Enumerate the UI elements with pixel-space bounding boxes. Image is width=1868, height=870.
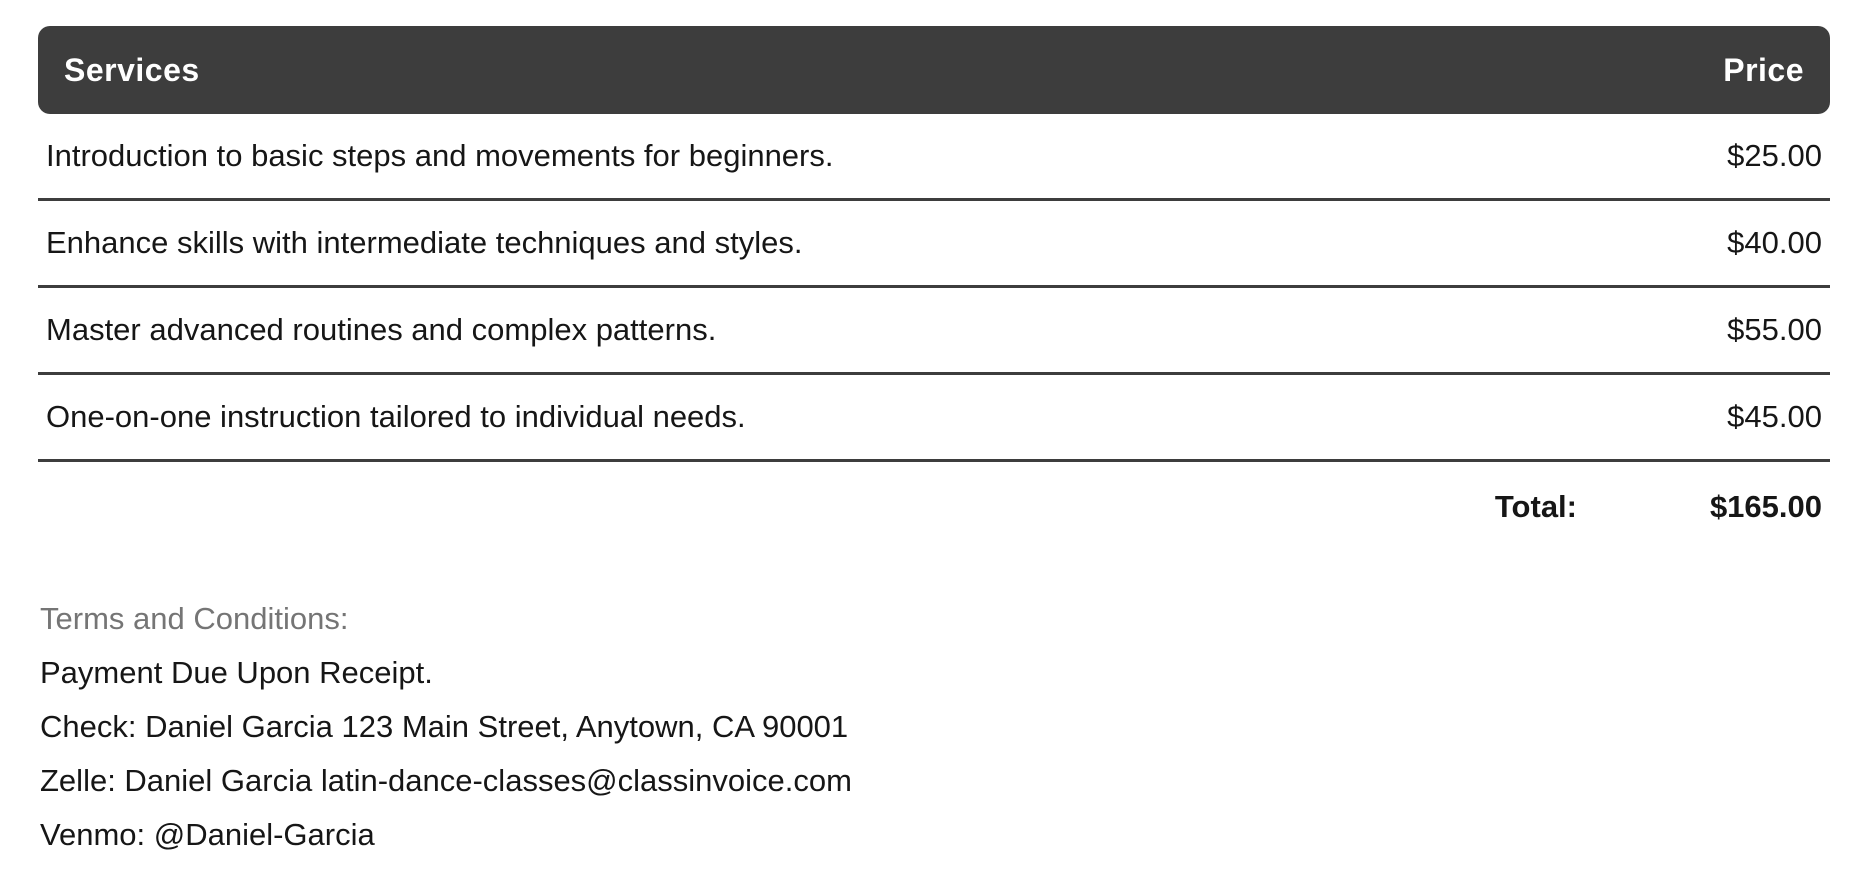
total-row	[38, 462, 1830, 552]
service-cell: Enhance skills with intermediate techniques and styles.	[46, 225, 803, 260]
terms-line: Payment Due Upon Receipt.	[40, 655, 433, 690]
price-cell: $40.00	[1727, 225, 1822, 260]
terms-line: Venmo: @Daniel-Garcia	[40, 817, 375, 852]
service-cell: Introduction to basic steps and movements for beginners.	[46, 138, 834, 173]
service-rows	[38, 114, 1830, 462]
table-row	[38, 288, 1830, 375]
table-row	[38, 114, 1830, 201]
table-row	[38, 201, 1830, 288]
service-cell: Master advanced routines and complex patterns.	[46, 312, 717, 347]
price-cell: $25.00	[1727, 138, 1822, 173]
total-value: $165.00	[1709, 489, 1822, 524]
price-cell: $45.00	[1727, 399, 1822, 434]
service-cell: One-on-one instruction tailored to individual needs.	[46, 399, 746, 434]
price-column-header: Price	[1723, 51, 1804, 88]
table-header	[38, 26, 1830, 114]
terms-heading: Terms and Conditions:	[40, 601, 349, 636]
terms-line: Zelle: Daniel Garcia latin-dance-classes@classinvoice.com	[40, 763, 852, 798]
price-cell: $55.00	[1727, 312, 1822, 347]
services-table	[38, 26, 1830, 552]
table-row	[38, 375, 1830, 462]
total-label: Total:	[1494, 489, 1577, 524]
terms-section	[38, 592, 1830, 862]
services-column-header: Services	[64, 51, 200, 88]
terms-line: Check: Daniel Garcia 123 Main Street, Anytown, CA 90001	[40, 709, 849, 744]
terms-lines	[40, 646, 1828, 862]
